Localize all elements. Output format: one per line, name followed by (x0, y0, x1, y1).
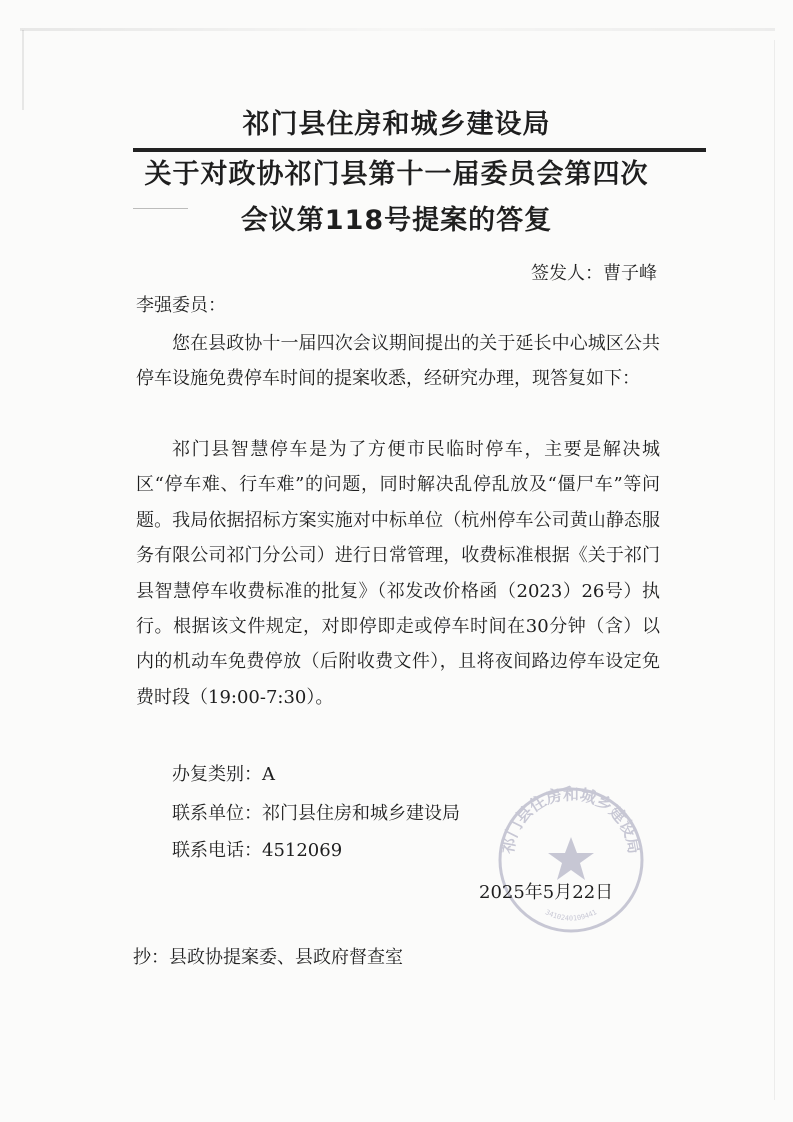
body-paragraph-2: 祁门县智慧停车是为了方便市民临时停车，主要是解决城区“停车难、行车难”的问题，同时解决乱停乱放及“僵尸车”等问题。我局依据招标方案实施对中标单位（杭州停车公司黄山静态服务有限公司祁门分公司）进行日常管理，收费标准根据《关于祁门县智慧停车收费标准的批复》（祁发改价格函（2023）26号）执行。根据该文件规定，对即停即走或停车时间在30分钟（含）以内的机动车免费停放（后附收费文件），且将夜间路边停车设定免费时段（19:00-7:30）。 (136, 439, 660, 708)
official-seal (496, 785, 646, 935)
contact-phone: 联系电话：4512069 (172, 840, 343, 861)
scan-edge-left (22, 30, 24, 110)
contact-unit: 联系单位：祁门县住房和城乡建设局 (172, 803, 460, 824)
body-paragraph-1: 您在县政协十一届四次会议期间提出的关于延长中心城区公共停车设施免费停车时间的提案收悉，经研究办理，现答复如下： (136, 333, 660, 390)
signer: 签发人：曹子峰 (531, 263, 657, 284)
document-title-line-1: 关于对政协祁门县第十一届委员会第四次 (144, 159, 649, 190)
seal-code: 3410240109441 (543, 908, 599, 923)
scan-edge-top (20, 28, 775, 31)
reply-date: 2025年5月22日 (479, 882, 614, 903)
reply-category: 办复类别：A (172, 764, 275, 785)
seal-star (548, 837, 594, 880)
seal-org-text: 祁门县住房和城乡建设局 (497, 785, 645, 856)
issuing-organization: 祁门县住房和城乡建设局 (242, 109, 551, 140)
document-title-line-2: 会议第118号提案的答复 (240, 205, 553, 236)
salutation: 李强委员： (136, 295, 226, 316)
carbon-copy: 抄：县政协提案委、县政府督查室 (133, 947, 403, 968)
